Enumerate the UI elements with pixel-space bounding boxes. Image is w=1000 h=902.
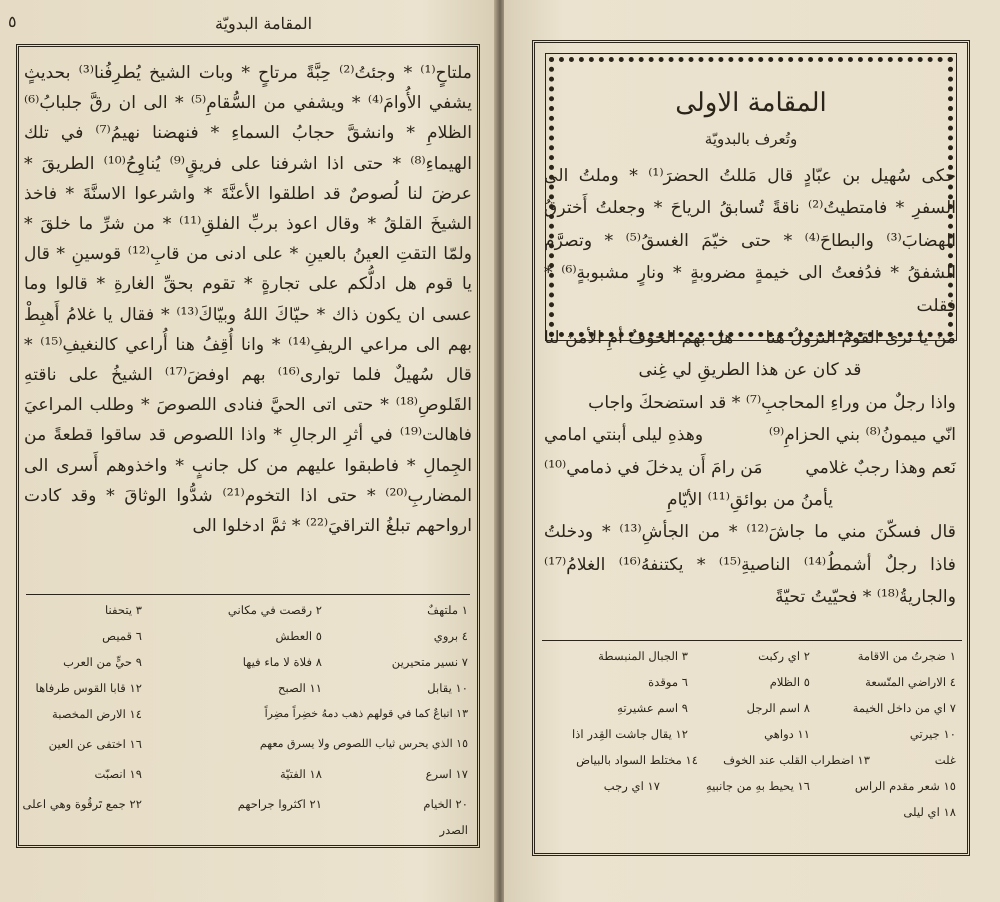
- footnote: ١٣ اتباعٌ كما في قولهم ذهب دمهُ خضِراً مضِراً: [264, 707, 468, 720]
- footnote: ١٤ الارض المخصبة: [52, 707, 142, 721]
- footnote-divider-left: [26, 594, 470, 595]
- running-head: المقامة البدويّة: [215, 14, 313, 33]
- footnote: ١٧ اسرع: [425, 767, 468, 781]
- footnote: ١ ضجرتُ من الاقامة: [857, 649, 956, 663]
- footnote: ١٢ يقال جاشت القِدر اذا: [572, 727, 688, 741]
- paragraph-3: قال فسكّنَ مني ما جاشَ⁽¹²⁾ * من الجأشِ⁽¹³⁾ * ودخلتُ فاذا رجلٌ أشمطُ⁽¹⁴⁾ الناصيةِ⁽¹⁵⁾ * يكتنفهُ⁽¹⁶⁾ الغلامُ⁽¹⁷⁾ والجاريةُ⁽¹⁸⁾ * فحيّيتُ تحيّةً: [544, 522, 956, 608]
- maqama-title: المقامة الاولى: [675, 88, 827, 118]
- right-page-body: [544, 160, 956, 614]
- footnote: ٣ الجبال المنبسطة: [598, 649, 688, 663]
- footnote: ١٩ انصبّت: [94, 767, 142, 781]
- hemistich: مَن رامَ أَن يدخلَ في ذمامي⁽¹⁰⁾: [544, 457, 763, 478]
- verse-line: يأمنُ من بوائقِ⁽¹¹⁾ الأيّامِ: [666, 490, 834, 511]
- footnote: ١٨ اي ليلى: [903, 805, 956, 819]
- footnote: ٤ بروي: [433, 629, 468, 643]
- footnote: ١٧ اي رجب: [603, 779, 660, 793]
- footnote: ١٢ قابا القوس طرفاها: [35, 681, 142, 695]
- footnote: ١٣ اضطراب القلب عند الخوف: [723, 753, 870, 767]
- footnote: الصدر: [439, 823, 468, 837]
- hemistich: وهذهِ ليلى أبنتي امامي: [544, 425, 704, 446]
- footnote: ١٥ الذي يحرس ثياب اللصوص ولا يسرق معهم: [259, 737, 468, 750]
- footnote: ١٨ الفتيّة: [280, 767, 322, 781]
- footnote: ٢٢ جمع تَرقُوة وهي اعلى: [22, 797, 142, 811]
- footnote: ٢ اي ركبت: [758, 649, 810, 663]
- right-footnotes: [542, 646, 960, 846]
- paragraph-1: حكى سُهيل بن عبّادٍ قال مَللتُ الحضرَ⁽¹⁾ * وملتُ الى السفرِ * فامتطيتُ⁽²⁾ ناقةً تُسابقُ الرياحَ * وجعلتُ أَخترقُ الهضابَ⁽³⁾ والبطاحَ⁽⁴⁾ * حتى خيّمَ الغسقُ⁽⁵⁾ * وتصرَّم الشفقُ * فدُفعتُ الى خيمةٍ مضروبةٍ * ونارٍ مشبوبةٍ⁽⁶⁾ * فقلت: [544, 166, 957, 316]
- left-body-text: ملتاحٍ⁽¹⁾ * وجئتُ⁽²⁾ حِبَّةً مرتاحٍ * وبات الشيخ يُطرِفُنا⁽³⁾ بحديثٍ يشفي الأُوامَ⁽⁴⁾ * ويشفي من السُّقامِ⁽⁵⁾ * الى ان رقَّ جلبابُ⁽⁶⁾ الظلامِ * وانشقَّ حجابُ السماءِ * فنهضنا نهيمُ⁽⁷⁾ في تلك الهيماءِ⁽⁸⁾ * حتى اذا اشرفنا على فريقٍ⁽⁹⁾ يُناوِحُ⁽¹⁰⁾ الطريقَ * عرضَ لنا لُصوصٌ قد اطلقوا الأعنَّةَ * واشرعوا الاسنَّةَ * فاخذ الشيخَ القلقُ * وقال اعوذ بربِّ الفلقِ⁽¹¹⁾ * من شرِّ ما خلقَ * ولمّا التقتِ العينُ بالعينِ * على ادنى من قابِ⁽¹²⁾ قوسينِ * قال يا قوم هل ادلُّكم على تجارةٍ * تقوم بحقِّ الغارةِ * قالوا وما عسى ان يكون ذاك * حيّاكَ اللهُ وبيّاكَ⁽¹³⁾ * فقال يا غلامُ أَهبِطْ بهم الى مراعي الريفِ⁽¹⁴⁾ * وانا أُقِفُ هنا أُراعي كالنغيفِ⁽¹⁵⁾ * قال سُهيلٌ فلما توارى⁽¹⁶⁾ بهم اوفضَ⁽¹⁷⁾ الشيخُ على ناقتهِ القَلوصِ⁽¹⁸⁾ * حتى اتى الحيَّ فنادى اللصوصَ * وطلب المراعيَ فاهالت⁽¹⁹⁾ في أثرِ الرجالِ * واذا اللصوص قد ساقوا قطعةً من الجِمالِ * فاطبقوا عليهم من كل جانبٍ * واخذوهم أَسرى الى المضاربِ⁽²⁰⁾ * حتى اذا التخوم⁽²¹⁾ شدُّوا الوثاقَ * وقد كادت ارواحهم تبلغُ التراقيَ⁽²²⁾ * ثمَّ ادخلوا الى: [24, 63, 473, 537]
- maqama-subtitle: وتُعرف بالبدويّة: [704, 130, 798, 148]
- footnote: ٨ فلاة لا ماء فيها: [242, 655, 322, 669]
- footnote: ٧ نسير متحيرين: [391, 655, 468, 669]
- hemistich: هل بهم الخوفُ أمِ الأمنُ لنا: [544, 328, 734, 349]
- verse-line: [544, 419, 956, 451]
- hemistich: مَن يا ترى القومُ النزولُ هنا: [765, 328, 956, 349]
- footnote: ٩ اسم عشيرتهِ: [617, 701, 688, 715]
- footnote: ١ ملتهفٌ: [427, 603, 468, 617]
- footnote: غلت: [934, 753, 956, 767]
- footnote: ٤ الاراضي المتّسعة: [865, 675, 956, 689]
- footnote: ١١ الصبح: [278, 681, 322, 695]
- footnote: ٨ اسم الرجل: [746, 701, 810, 715]
- footnote: ٢١ اكثروا جراحهم: [237, 797, 322, 811]
- verse-line: قد كان عن هذا الطريقِ لي غِنى: [638, 360, 862, 381]
- hemistich: انّي ميمونُ⁽⁸⁾ بني الحزامِ⁽⁹⁾: [768, 425, 956, 446]
- left-footnotes: [24, 600, 472, 840]
- footnote: ٦ قميص: [102, 629, 142, 643]
- footnote: ٩ حيٍّ من العرب: [63, 655, 142, 669]
- footnote: ٥ العطش: [275, 629, 322, 643]
- footnote: ٢٠ الخيام: [423, 797, 468, 811]
- left-page-body: [24, 58, 472, 541]
- footnote: ١١ دواهي: [764, 727, 810, 741]
- verse-line: [544, 322, 956, 354]
- footnote: ١٦ يحيط بهِ من جانبيهِ: [705, 779, 810, 793]
- footnote: ١٠ جيرتي: [909, 727, 956, 741]
- paragraph-2: واذا رجلٌ من وراءِ المحاجبِ⁽⁷⁾ * قد استضحكَ واجاب: [588, 392, 956, 413]
- footnote: ١٠ يقابل: [427, 681, 468, 695]
- verse-line: [544, 452, 956, 484]
- page-number: ٥: [8, 12, 17, 31]
- footnote: ٥ الظلام: [769, 675, 810, 689]
- footnote: ١٥ شعر مقدم الراس: [854, 779, 956, 793]
- footnote: ٧ اي من داخل الخيمة: [852, 701, 956, 715]
- footnote-divider-right: [542, 640, 962, 641]
- footnote: ٣ يتحفنا: [104, 603, 142, 617]
- footnote: ١٦ اختفى عن العين: [48, 737, 142, 751]
- footnote: ١٤ مختلط السواد بالبياض: [576, 753, 698, 767]
- footnote: ٢ رقصت في مكاني: [227, 603, 322, 617]
- hemistich: نَعم وهذا رجبٌ غلامي: [805, 457, 956, 478]
- footnote: ٦ موقدة: [648, 675, 688, 689]
